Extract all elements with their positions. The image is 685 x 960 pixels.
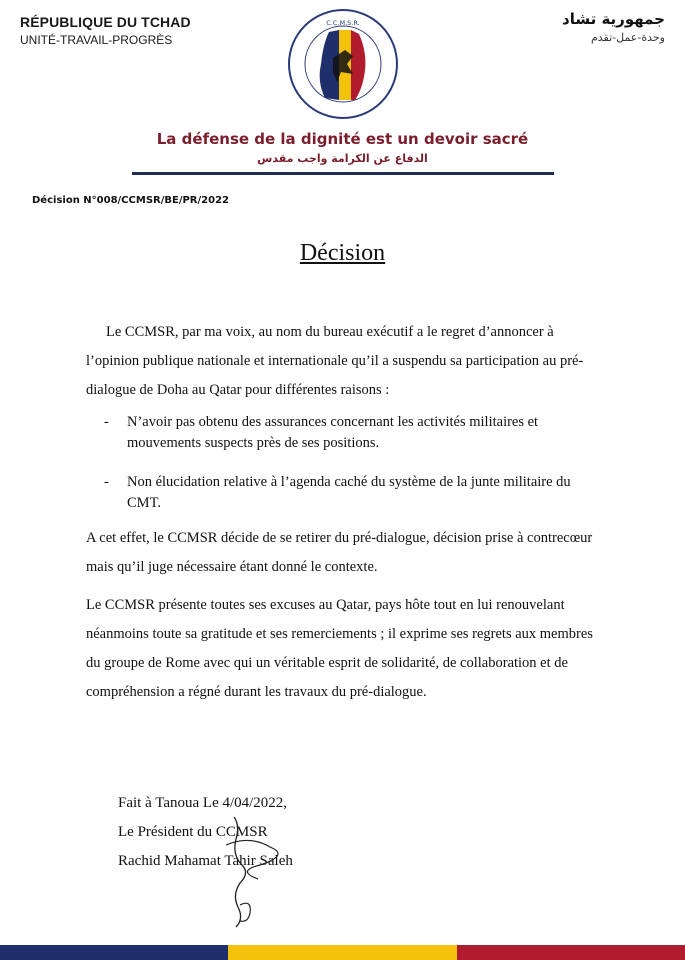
place-and-date: Fait à Tanoua Le 4/04/2022, [118, 795, 288, 811]
list-item [86, 412, 608, 454]
flag-stripe [0, 945, 685, 960]
country-motto-arabic: وحدة-عمل-تقدم [590, 31, 665, 44]
paragraph-intro: Le CCMSR, par ma voix, au nom du bureau exécutif a le regret d’annoncer à l’opinion publique nationale et internationale qu’il a suspendu sa participation au pré-dialogue de Doha au Qatar pour différentes raisons : [86, 324, 584, 398]
list-item-text: N’avoir pas obtenu des assurances concernant les activités militaires et mouvements suspects près de ses positions. [127, 414, 539, 451]
dash-bullet-icon: - [104, 414, 109, 430]
reasons-list [86, 412, 608, 514]
motto-arabic: الدفاع عن الكرامة واجب مقدس [257, 152, 428, 165]
paragraph-thanks: Le CCMSR présente toutes ses excuses au Qatar, pays hôte tout en lui renouvelant néanmoins toute sa gratitude et ses remerciements ; il exprime ses regrets aux membres du groupe de Rome avec qui un véritable esprit de solidarité, de collaboration et de compréhension a régné durant les travaux du pré-dialogue. [86, 597, 593, 700]
list-item-text: Non élucidation relative à l’agenda caché du système de la junte militaire du CMT. [127, 474, 571, 511]
decision-reference: Décision N°008/CCMSR/BE/PR/2022 [32, 195, 229, 206]
dash-bullet-icon: - [104, 474, 109, 490]
header-divider [132, 172, 554, 175]
country-motto: UNITÉ-TRAVAIL-PROGRÈS [20, 33, 173, 47]
country-name-arabic: جمهورية تشاد [562, 10, 665, 28]
flag-red-band [457, 945, 685, 960]
document-title: Décision [299, 240, 386, 266]
paragraph-decision: A cet effet, le CCMSR décide de se retirer du pré-dialogue, décision prise à contrecœur mais qu’il juge nécessaire étant donné le contexte. [86, 530, 593, 575]
list-item [86, 472, 608, 514]
signatory-title: Le Président du CCMSR [118, 824, 268, 840]
header-left [20, 14, 191, 47]
flag-blue-band [0, 945, 228, 960]
signatory-name: Rachid Mahamat Tahir Saleh [118, 853, 293, 869]
handwritten-signature-icon [140, 795, 360, 935]
document-body [86, 318, 608, 707]
motto-french: La défense de la dignité est un devoir sacré [156, 130, 529, 148]
header-right [562, 10, 665, 44]
emblem-acronym: C.C.M.S.R. [326, 19, 360, 27]
flag-yellow-band [228, 945, 456, 960]
emblem-seal-icon [287, 8, 399, 120]
country-name: RÉPUBLIQUE DU TCHAD [20, 14, 191, 30]
